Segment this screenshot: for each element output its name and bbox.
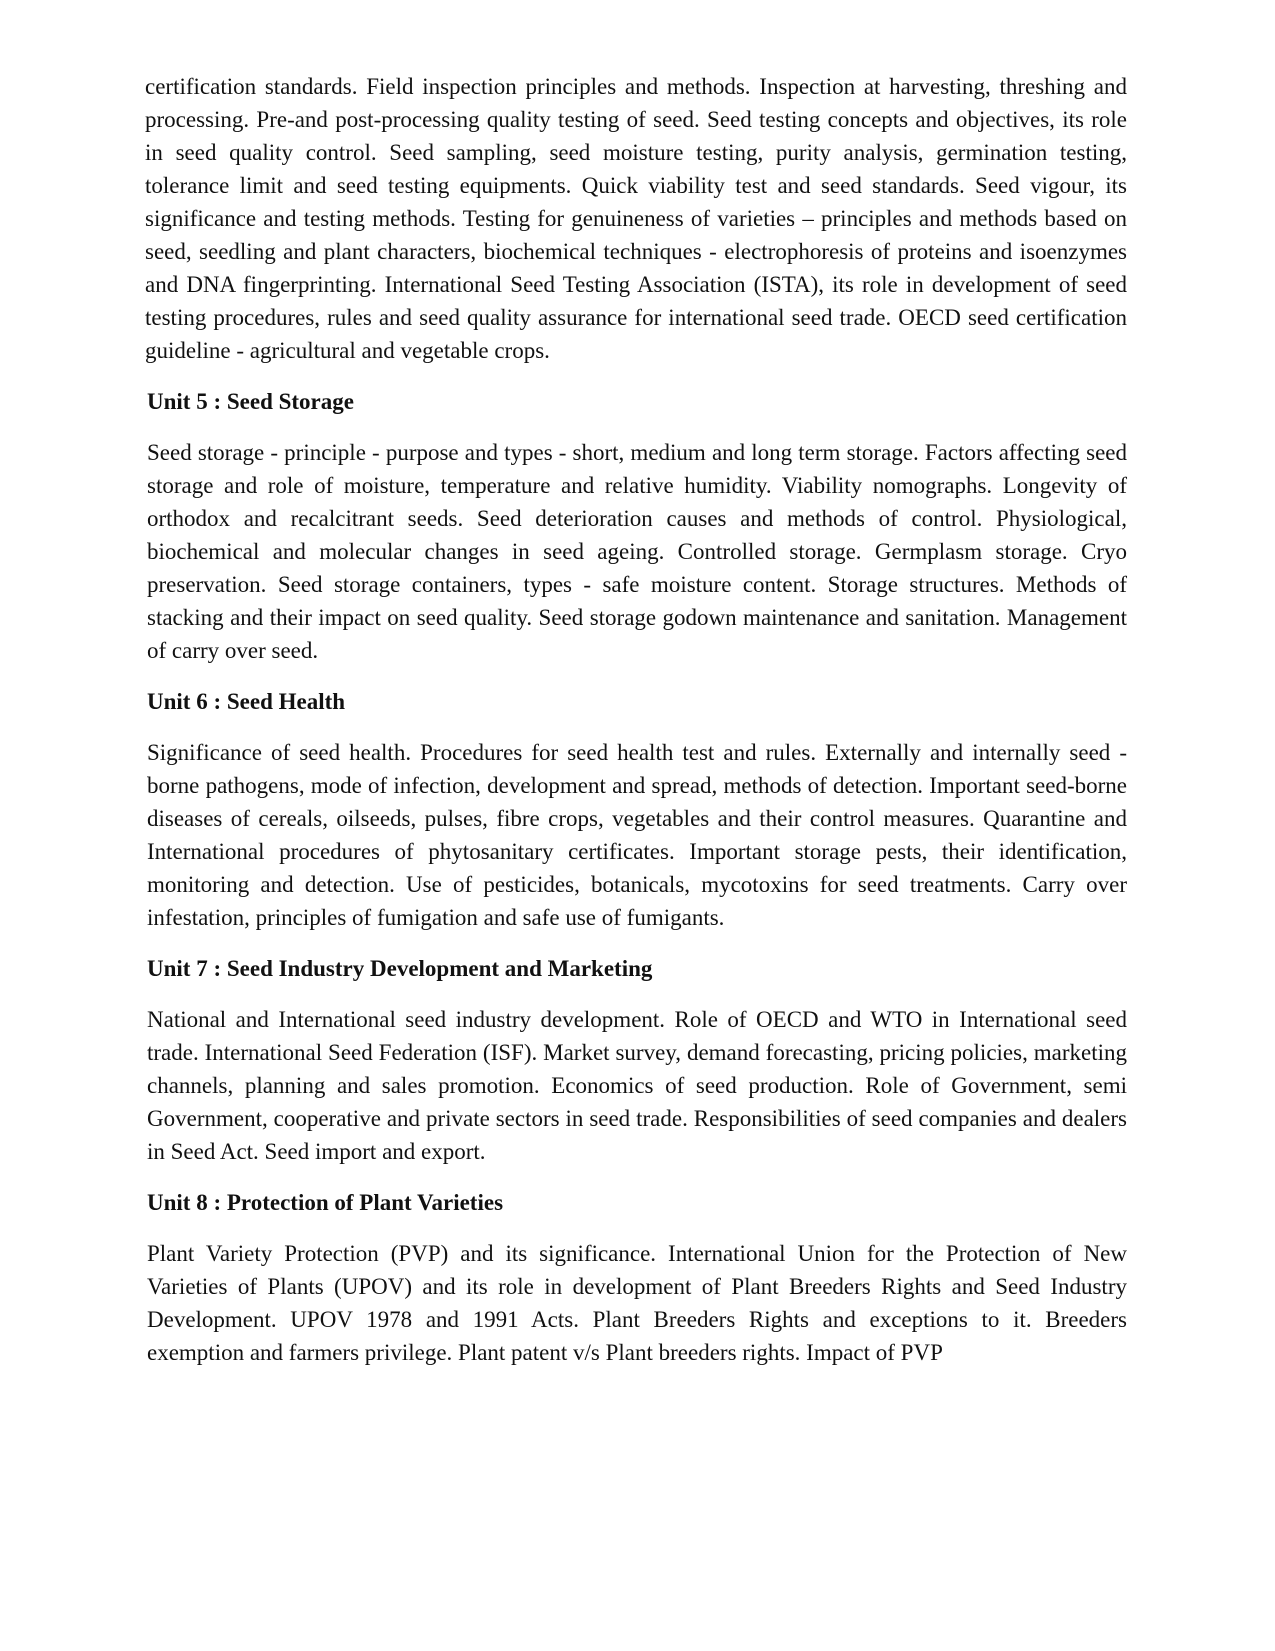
unit-7-heading: Unit 7 : Seed Industry Development and Marketing xyxy=(147,956,653,981)
unit-6-heading: Unit 6 : Seed Health xyxy=(147,689,346,714)
unit-7-body: National and International seed industry development. Role of OECD and WTO in International seed trade. International Seed Federation (ISF). Market survey, demand forecasting, pricing policies, marketing channels, planning and sales promotion. Economics of seed production. Role of Government, semi Government, cooperative and private sectors in seed trade. Responsibilities of seed companies and dealers in Seed Act. Seed import and export. xyxy=(147,1007,1127,1164)
unit-5-body: Seed storage - principle - purpose and types - short, medium and long term storage. Factors affecting seed storage and role of moisture, temperature and relative humidity. Viability nomographs. Longevity of orthodox and recalcitrant seeds. Seed deterioration causes and methods of control. Physiological, biochemical and molecular changes in seed ageing. Controlled storage. Germplasm storage. Cryo preservation. Seed storage containers, types - safe moisture content. Storage structures. Methods of stacking and their impact on seed quality. Seed storage godown maintenance and sanitation. Management of carry over seed. xyxy=(147,440,1127,663)
intro-paragraph: certification standards. Field inspection principles and methods. Inspection at harvesting, threshing and processing. Pre-and post-processing quality testing of seed. Seed testing concepts and objectives, its role in seed quality control. Seed sampling, seed moisture testing, purity analysis, germination testing, tolerance limit and seed testing equipments. Quick viability test and seed standards. Seed vigour, its significance and testing methods. Testing for genuineness of varieties – principles and methods based on seed, seedling and plant characters, biochemical techniques - electrophoresis of proteins and isoenzymes and DNA fingerprinting. International Seed Testing Association (ISTA), its role in development of seed testing procedures, rules and seed quality assurance for international seed trade. OECD seed certification guideline - agricultural and vegetable crops. xyxy=(145,74,1127,363)
unit-8-heading: Unit 8 : Protection of Plant Varieties xyxy=(147,1190,504,1215)
unit-6-body: Significance of seed health. Procedures for seed health test and rules. Externally and internally seed - borne pathogens, mode of infection, development and spread, methods of detection. Important seed-borne diseases of cereals, oilseeds, pulses, fibre crops, vegetables and their control measures. Quarantine and International procedures of phytosanitary certificates. Important storage pests, their identification, monitoring and detection. Use of pesticides, botanicals, mycotoxins for seed treatments. Carry over infestation, principles of fumigation and safe use of fumigants. xyxy=(147,740,1127,930)
unit-8-body: Plant Variety Protection (PVP) and its significance. International Union for the Protection of New Varieties of Plants (UPOV) and its role in development of Plant Breeders Rights and Seed Industry Development. UPOV 1978 and 1991 Acts. Plant Breeders Rights and exceptions to it. Breeders exemption and farmers privilege. Plant patent v/s Plant breeders rights. Impact of PVP xyxy=(147,1241,1127,1365)
unit-5-heading: Unit 5 : Seed Storage xyxy=(147,389,354,414)
document-page xyxy=(147,70,1127,1369)
